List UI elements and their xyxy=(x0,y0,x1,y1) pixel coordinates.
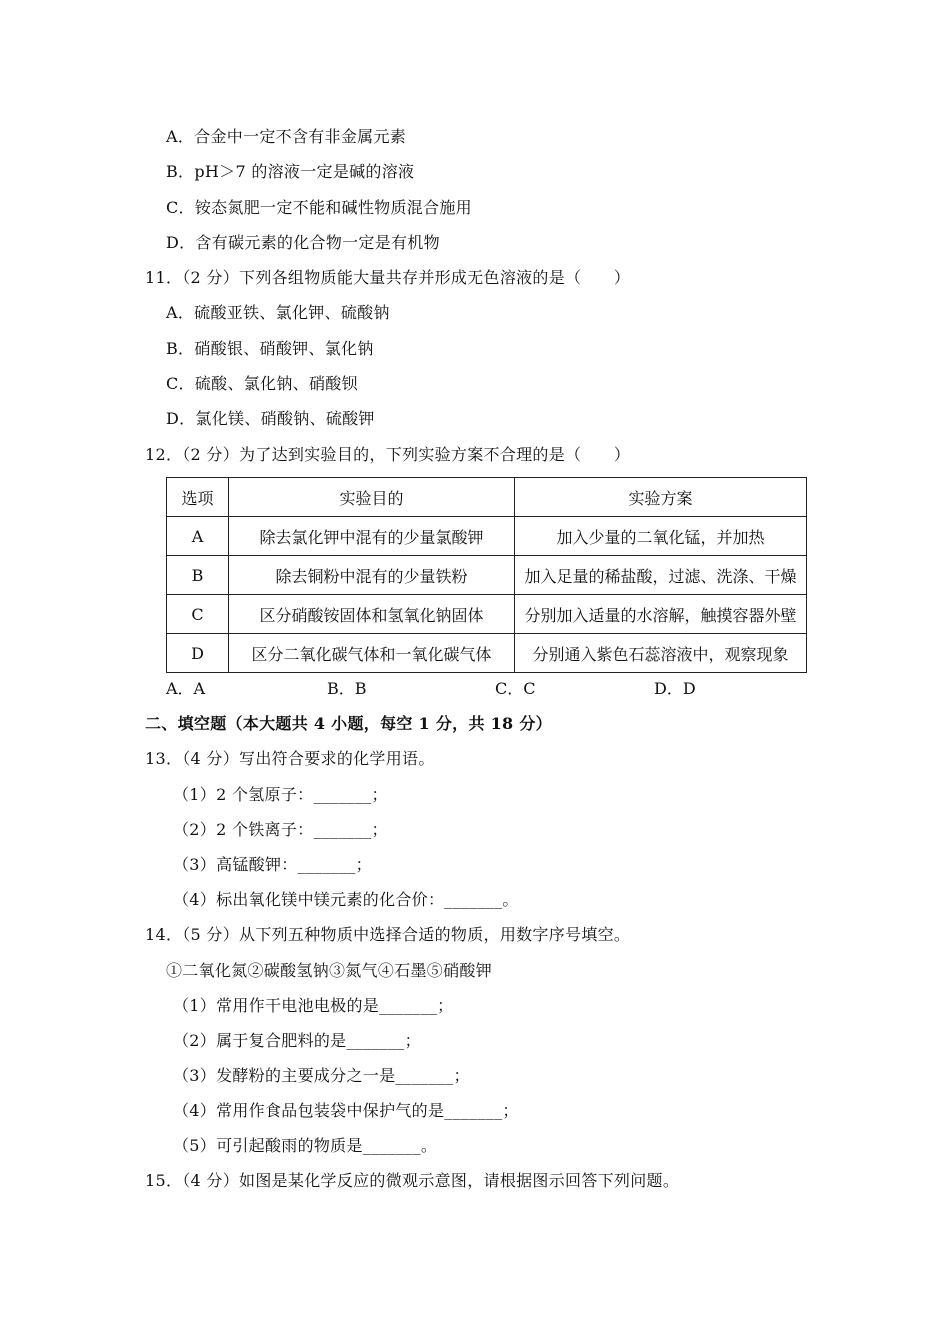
q15-stem: 15．（4 分）如图是某化学反应的微观示意图，请根据图示回答下列问题。 xyxy=(145,1171,680,1190)
q14-sub-5: （5）可引起酸雨的物质是_______。 xyxy=(173,1136,438,1155)
q11-option-b: B．硝酸银、硝酸钾、氯化钠 xyxy=(166,339,374,358)
q12-answer-a: A．A xyxy=(166,679,206,698)
experiment-table xyxy=(166,477,807,673)
table-header-option: 选项 xyxy=(167,478,229,517)
q10-option-d: D．含有碳元素的化合物一定是有机物 xyxy=(166,233,440,252)
q10-option-a: A．合金中一定不含有非金属元素 xyxy=(166,127,407,146)
q11-option-a: A．硫酸亚铁、氯化钾、硫酸钠 xyxy=(166,303,390,322)
table-cell-purpose: 区分二氧化碳气体和一氧化碳气体 xyxy=(229,634,515,673)
q14-sub-2: （2）属于复合肥料的是_______； xyxy=(173,1031,421,1050)
table-cell-option: D xyxy=(167,634,229,673)
table-cell-purpose: 除去铜粉中混有的少量铁粉 xyxy=(229,556,515,595)
q14-materials: ①二氧化氮②碳酸氢钠③氮气④石墨⑤硝酸钾 xyxy=(166,961,493,980)
table-cell-plan: 加入足量的稀盐酸，过滤、洗涤、干燥 xyxy=(515,556,807,595)
table-row xyxy=(167,634,807,673)
q11-option-c: C．硫酸、氯化钠、硝酸钡 xyxy=(166,374,358,393)
q14-sub-1: （1）常用作干电池电极的是_______； xyxy=(173,996,454,1015)
table-header-row xyxy=(167,478,807,517)
table-row xyxy=(167,517,807,556)
section-title: 二、填空题（本大题共 4 小题，每空 1 分，共 18 分） xyxy=(145,714,552,733)
q14-stem: 14．（5 分）从下列五种物质中选择合适的物质，用数字序号填空。 xyxy=(145,925,631,944)
q11-option-d: D．氯化镁、硝酸钠、硫酸钾 xyxy=(166,409,375,428)
q12-stem: 12．（2 分）为了达到实验目的，下列实验方案不合理的是（ ） xyxy=(145,445,631,464)
table-cell-plan: 分别加入适量的水溶解，触摸容器外壁 xyxy=(515,595,807,634)
table-row xyxy=(167,595,807,634)
q10-option-b: B．pH＞7 的溶液一定是碱的溶液 xyxy=(166,162,415,181)
table-cell-option: B xyxy=(167,556,229,595)
q13-sub-1: （1）2 个氢原子：_______； xyxy=(173,785,388,804)
q14-sub-3: （3）发酵粉的主要成分之一是_______； xyxy=(173,1066,470,1085)
q13-sub-2: （2）2 个铁离子：_______； xyxy=(173,820,388,839)
table-header-purpose: 实验目的 xyxy=(229,478,515,517)
q12-answer-c: C．C xyxy=(495,679,536,698)
q11-stem: 11．（2 分）下列各组物质能大量共存并形成无色溶液的是（ ） xyxy=(145,268,631,287)
q13-sub-3: （3）高锰酸钾：_______； xyxy=(173,855,372,874)
table-header-plan: 实验方案 xyxy=(515,478,807,517)
q13-sub-4: （4）标出氧化镁中镁元素的化合价：_______。 xyxy=(173,890,519,909)
q12-answer-d: D．D xyxy=(654,679,696,698)
table-cell-purpose: 除去氯化钾中混有的少量氯酸钾 xyxy=(229,517,515,556)
table-cell-option: C xyxy=(167,595,229,634)
q10-option-c: C．铵态氮肥一定不能和碱性物质混合施用 xyxy=(166,198,472,217)
q14-sub-4: （4）常用作食品包装袋中保护气的是_______； xyxy=(173,1101,519,1120)
table-cell-option: A xyxy=(167,517,229,556)
q13-stem: 13．（4 分）写出符合要求的化学用语。 xyxy=(145,749,435,768)
q12-answer-b: B．B xyxy=(327,679,367,698)
table-cell-plan: 分别通入紫色石蕊溶液中，观察现象 xyxy=(515,634,807,673)
table-cell-plan: 加入少量的二氧化锰，并加热 xyxy=(515,517,807,556)
table-row xyxy=(167,556,807,595)
table-cell-purpose: 区分硝酸铵固体和氢氧化钠固体 xyxy=(229,595,515,634)
